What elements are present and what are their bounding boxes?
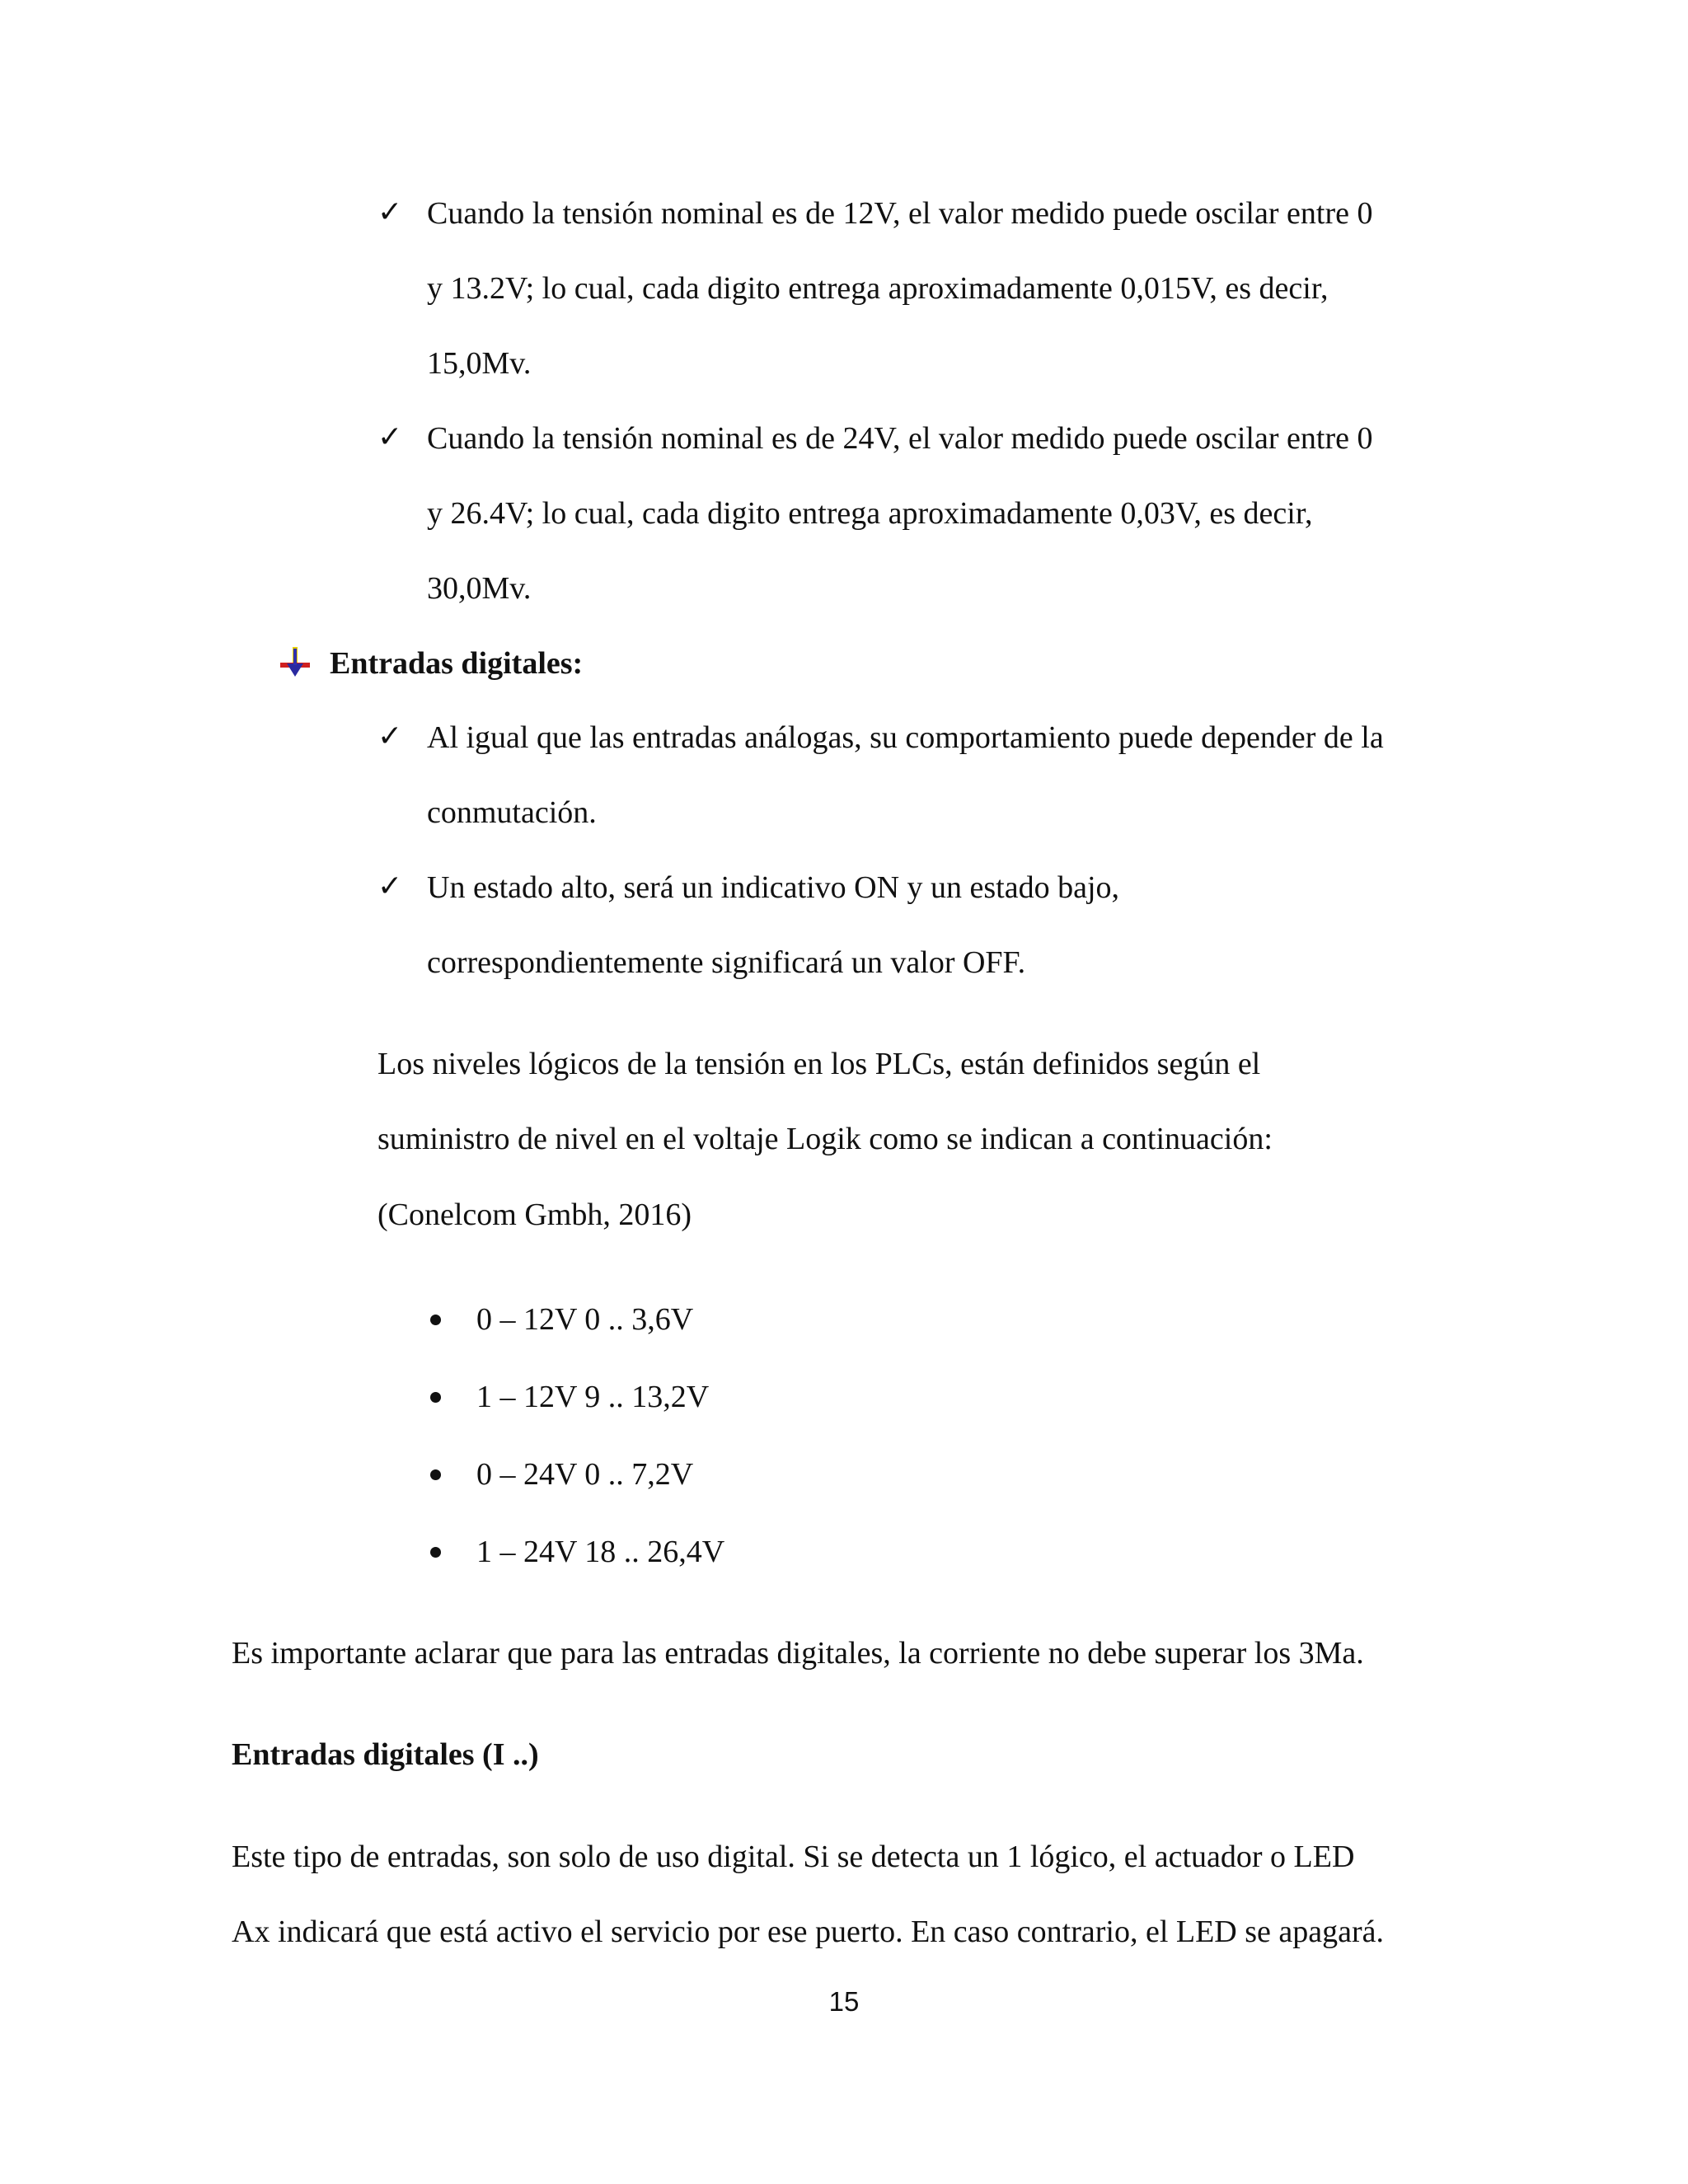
paragraph-line: Los niveles lógicos de la tensión en los PLCs, están definidos según el bbox=[377, 1047, 1261, 1081]
section-heading: Entradas digitales: bbox=[330, 646, 584, 681]
checkmark-icon: ✓ bbox=[377, 869, 403, 903]
checklist-line: correspondientemente significará un valor OFF. bbox=[427, 945, 1026, 980]
level-item: 1 – 24V 18 .. 26,4V bbox=[476, 1535, 725, 1569]
bullet-dot-icon bbox=[430, 1315, 441, 1325]
level-item: 0 – 12V 0 .. 3,6V bbox=[476, 1302, 694, 1337]
level-item: 1 – 12V 9 .. 13,2V bbox=[476, 1380, 710, 1414]
checklist-line: y 26.4V; lo cual, cada digito entrega aproximadamente 0,03V, es decir, bbox=[427, 496, 1313, 531]
checklist-line: 30,0Mv. bbox=[427, 571, 532, 606]
checklist-line: Cuando la tensión nominal es de 12V, el valor medido puede oscilar entre 0 bbox=[427, 196, 1373, 231]
subheading: Entradas digitales (I ..) bbox=[232, 1737, 539, 1772]
arrow-down-bullet-icon bbox=[279, 645, 312, 678]
checklist-line: y 13.2V; lo cual, cada digito entrega aproximadamente 0,015V, es decir, bbox=[427, 271, 1329, 306]
checklist-line: Al igual que las entradas análogas, su comportamiento puede depender de la bbox=[427, 720, 1384, 755]
checklist-line: 15,0Mv. bbox=[427, 346, 532, 381]
checkmark-icon: ✓ bbox=[377, 719, 403, 753]
bullet-dot-icon bbox=[430, 1547, 441, 1558]
checklist-line: Cuando la tensión nominal es de 24V, el valor medido puede oscilar entre 0 bbox=[427, 421, 1373, 456]
paragraph-line: (Conelcom Gmbh, 2016) bbox=[377, 1197, 692, 1232]
paragraph-line: Ax indicará que está activo el servicio por ese puerto. En caso contrario, el LED se apagará. bbox=[232, 1915, 1385, 1949]
paragraph-line: Este tipo de entradas, son solo de uso digital. Si se detecta un 1 lógico, el actuador o LED bbox=[232, 1840, 1355, 1874]
page-number: 15 bbox=[828, 1986, 860, 2017]
checkmark-icon: ✓ bbox=[377, 195, 403, 229]
checklist-line: conmutación. bbox=[427, 795, 597, 830]
checkmark-icon: ✓ bbox=[377, 420, 403, 454]
paragraph-line: suministro de nivel en el voltaje Logik como se indican a continuación: bbox=[377, 1122, 1273, 1156]
checklist-line: Un estado alto, será un indicativo ON y un estado bajo, bbox=[427, 870, 1120, 905]
note-paragraph: Es importante aclarar que para las entradas digitales, la corriente no debe superar los 3Ma. bbox=[232, 1636, 1364, 1671]
level-item: 0 – 24V 0 .. 7,2V bbox=[476, 1457, 694, 1492]
bullet-dot-icon bbox=[430, 1469, 441, 1480]
bullet-dot-icon bbox=[430, 1392, 441, 1403]
